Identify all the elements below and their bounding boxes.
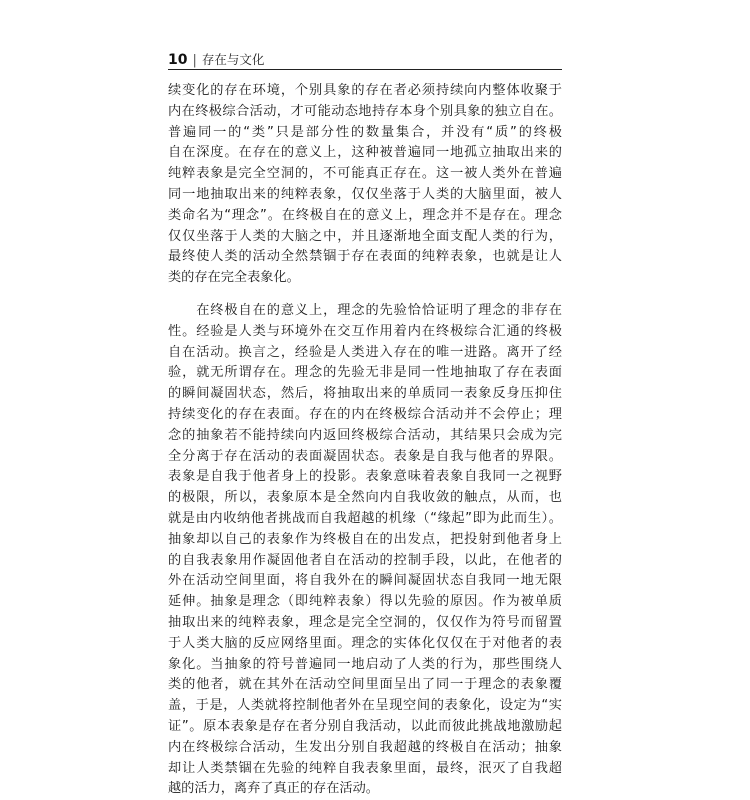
- page-number: 10: [168, 52, 188, 68]
- text-line: 内在终极综合活动，生发出分别自我超越的终极自在活动；抽象: [168, 739, 562, 755]
- text-line: 验，就无所谓存在。理念的先验无非是同一性地抽取了存在表面: [168, 365, 562, 381]
- text-line: 证”。原本表象是存在者分别自我活动，以此而彼此挑战地激励起: [168, 718, 562, 734]
- text-line: 同一地抽取出来的纯粹表象，仅仅坐落于人类的大脑里面，被人: [168, 186, 562, 202]
- text-line: 延伸。抽象是理念（即纯粹表象）得以先验的原因。作为被单质: [168, 594, 562, 610]
- text-line: 普遍同一的“类”只是部分性的数量集合，并没有“质”的终极: [168, 124, 562, 140]
- text-line: 表象是自我于他者身上的投影。表象意味着表象自我同一之视野: [168, 469, 562, 485]
- paragraph-1: [168, 81, 562, 289]
- text-line: 最终使人类的活动全然禁锢于存在表面的纯粹表象，也就是让人: [168, 249, 562, 265]
- body-text: [168, 81, 562, 800]
- text-line: 纯粹表象是完全空洞的，不可能真正存在。这一被人类外在普遍: [168, 166, 562, 182]
- text-line: 就是由内收纳他者挑战而自我超越的机缘（“缘起”即为此而生）。: [168, 510, 562, 526]
- text-line: 于人类大脑的反应网络里面。理念的实体化仅仅在于对他者的表: [168, 635, 562, 651]
- text-line: 全分离于存在活动的表面凝固状态。表象是自我与他者的界限。: [168, 448, 562, 464]
- text-line: 外在活动空间里面，将自我外在的瞬间凝固状态自我同一地无限: [168, 573, 562, 589]
- text-line: 盖，于是，人类就将控制他者外在呈现空间的表象化，设定为“实: [168, 698, 562, 714]
- header-separator: |: [192, 53, 197, 68]
- text-line: 自在深度。在存在的意义上，这种被普遍同一地孤立抽取出来的: [168, 145, 562, 161]
- text-line: 类的他者，就在其外在活动空间里面呈出了同一于理念的表象覆: [168, 677, 562, 693]
- page-header: [168, 50, 562, 68]
- text-line: 念的抽象若不能持续向内返回终极综合活动，其结果只会成为完: [168, 427, 562, 443]
- text-line: 抽取出来的纯粹表象，理念是完全空洞的，仅仅作为符号而留置: [168, 614, 562, 630]
- text-line: 象化。当抽象的符号普遍同一地启动了人类的行为，那些围绕人: [168, 656, 562, 672]
- text-line: 类的存在完全表象化。: [168, 270, 300, 286]
- text-line: 的瞬间凝固状态，然后，将抽取出来的单质同一表象反身压抑住: [168, 386, 562, 402]
- text-line: 自在活动。换言之，经验是人类进入存在的唯一进路。离开了经: [168, 344, 562, 360]
- header-rule: [168, 69, 562, 70]
- text-line: 越的活力，离弃了真正的存在活动。: [168, 781, 379, 797]
- paragraph-gap: [168, 289, 562, 301]
- paragraph-2: [168, 301, 562, 800]
- text-line: 仅仅坐落于人类的大脑之中，并且逐渐地全面支配人类的行为，: [168, 228, 562, 244]
- text-line: 的极限，所以，表象原本是全然向内自我收敛的触点，从而，也: [168, 490, 562, 506]
- text-line: 续变化的存在环境，个别具象的存在者必须持续向内整体收聚于: [168, 83, 562, 98]
- text-line: 抽象却以自己的表象作为终极自在的出发点，把投射到他者身上: [168, 531, 562, 547]
- running-title: 存在与文化: [201, 52, 265, 67]
- text-line: 性。经验是人类与环境外在交互作用着内在终极综合汇通的终极: [168, 323, 562, 339]
- text-line: 类命名为“理念”。在终极自在的意义上，理念并不是存在。理念: [168, 207, 562, 223]
- text-line: 在终极自在的意义上，理念的先验恰恰证明了理念的非存在: [168, 302, 562, 318]
- text-line: 持续变化的存在表面。存在的内在终极综合活动并不会停止；理: [168, 406, 562, 422]
- text-line: 却让人类禁锢在先验的纯粹自我表象里面，最终，泯灭了自我超: [168, 760, 562, 776]
- text-line: 内在终极综合活动，才可能动态地持存本身个别具象的独立自在。: [168, 103, 562, 119]
- text-line: 的自我表象用作凝固他者自在活动的控制手段，以此，在他者的: [168, 552, 562, 568]
